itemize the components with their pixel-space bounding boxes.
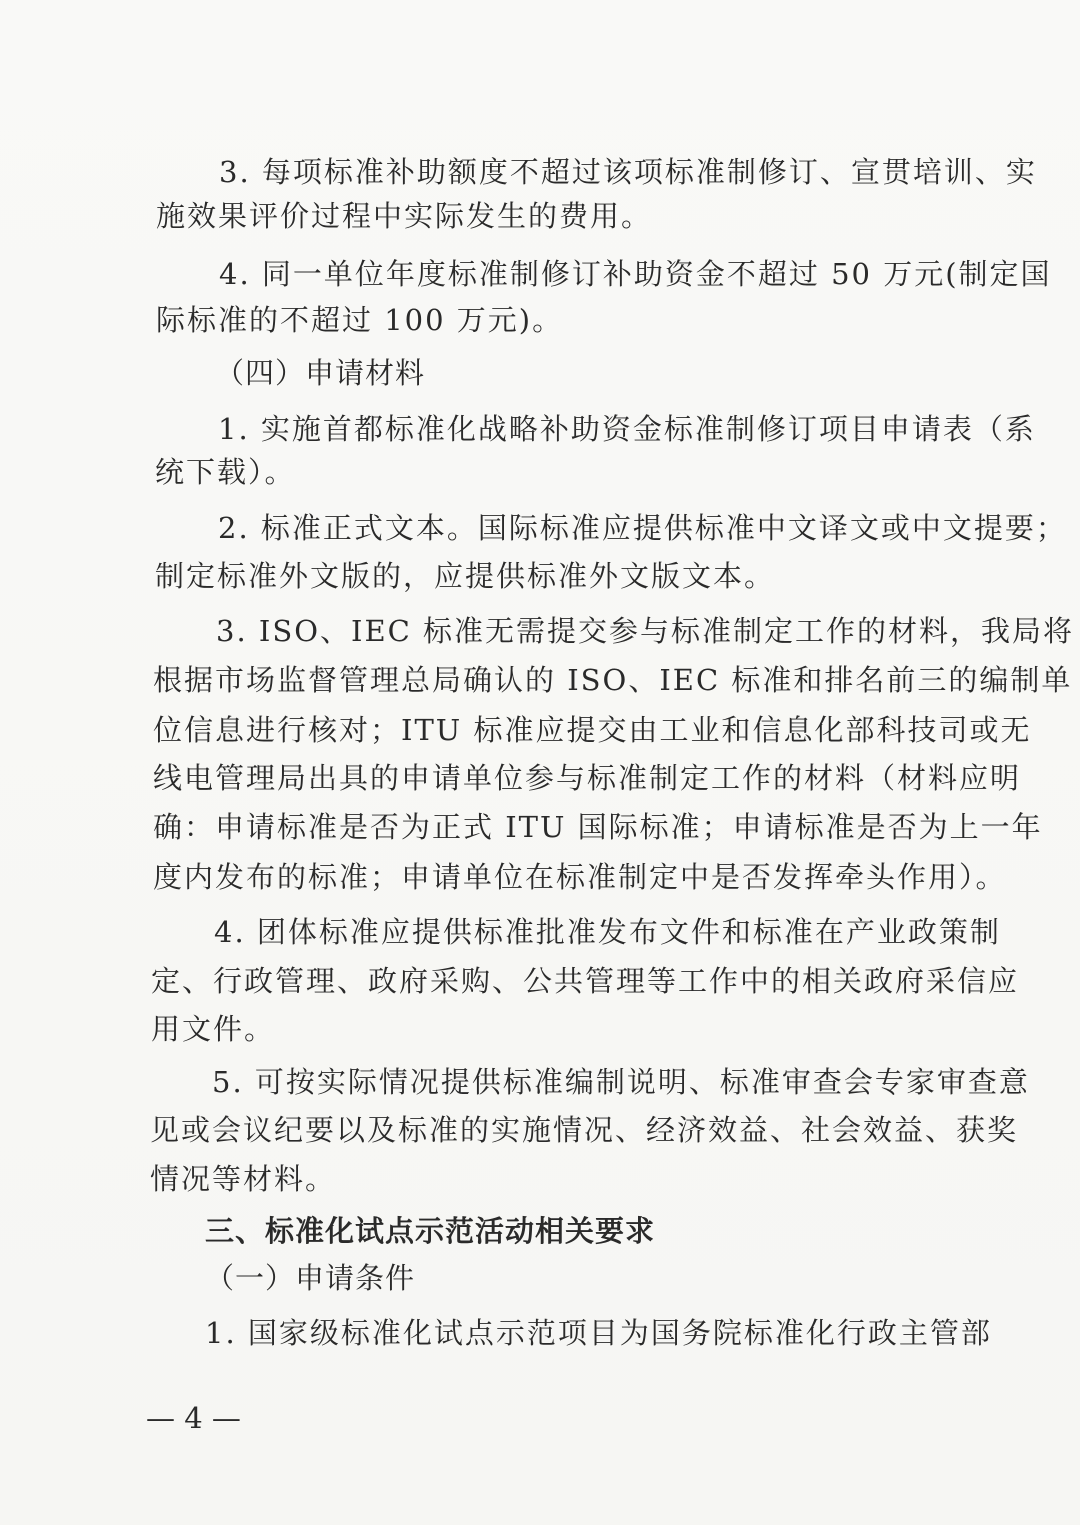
text-line-10: 3. ISO、IEC 标准无需提交参与标准制定工作的材料，我局将 [216,614,1075,648]
text-line-4: 际标准的不超过 100 万元)。 [156,303,564,337]
text-line-8: 2. 标准正式文本。国际标准应提供标准中文译文或中文提要； [218,511,1067,545]
text-line-1: 3. 每项标准补助额度不超过该项标准制修订、宣贯培训、实 [219,155,1037,189]
text-line-21: 情况等材料。 [150,1162,337,1196]
text-line-16: 4. 团体标准应提供标准批准发布文件和标准在产业政策制 [214,915,1001,949]
text-line-17: 定、行政管理、政府采购、公共管理等工作中的相关政府采信应 [151,964,1020,998]
subsection-heading-one: （一）申请条件 [205,1261,416,1295]
text-line-20: 见或会议纪要以及标准的实施情况、经济效益、社会效益、获奖 [150,1113,1019,1147]
text-line-6: 1. 实施首都标准化战略补助资金标准制修订项目申请表（系 [218,412,1036,446]
text-line-14: 确：申请标准是否为正式 ITU 国际标准；申请标准是否为上一年 [153,810,1043,844]
text-line-9: 制定标准外文版的，应提供标准外文版文本。 [155,559,776,593]
text-line-19: 5. 可按实际情况提供标准编制说明、标准审查会专家审查意 [212,1065,1030,1099]
text-line-24: 1. 国家级标准化试点示范项目为国务院标准化行政主管部 [205,1316,992,1350]
text-line-12: 位信息进行核对；ITU 标准应提交由工业和信息化部科技司或无 [153,713,1032,747]
text-line-13: 线电管理局出具的申请单位参与标准制定工作的材料（材料应明 [153,761,1022,795]
text-line-18: 用文件。 [151,1012,276,1046]
page-number: — 4 — [146,1401,241,1435]
section-heading-three: 三、标准化试点示范活动相关要求 [205,1214,656,1248]
text-line-7: 统下载）。 [155,455,296,489]
text-line-11: 根据市场监督管理总局确认的 ISO、IEC 标准和排名前三的编制单 [153,663,1073,697]
text-line-3: 4. 同一单位年度标准制修订补助资金不超过 50 万元(制定国 [219,257,1052,291]
text-line-2: 施效果评价过程中实际发生的费用。 [156,199,653,233]
text-line-15: 度内发布的标准；申请单位在标准制定中是否发挥牵头作用）。 [153,860,1007,894]
section-heading-four: （四）申请材料 [215,356,426,390]
